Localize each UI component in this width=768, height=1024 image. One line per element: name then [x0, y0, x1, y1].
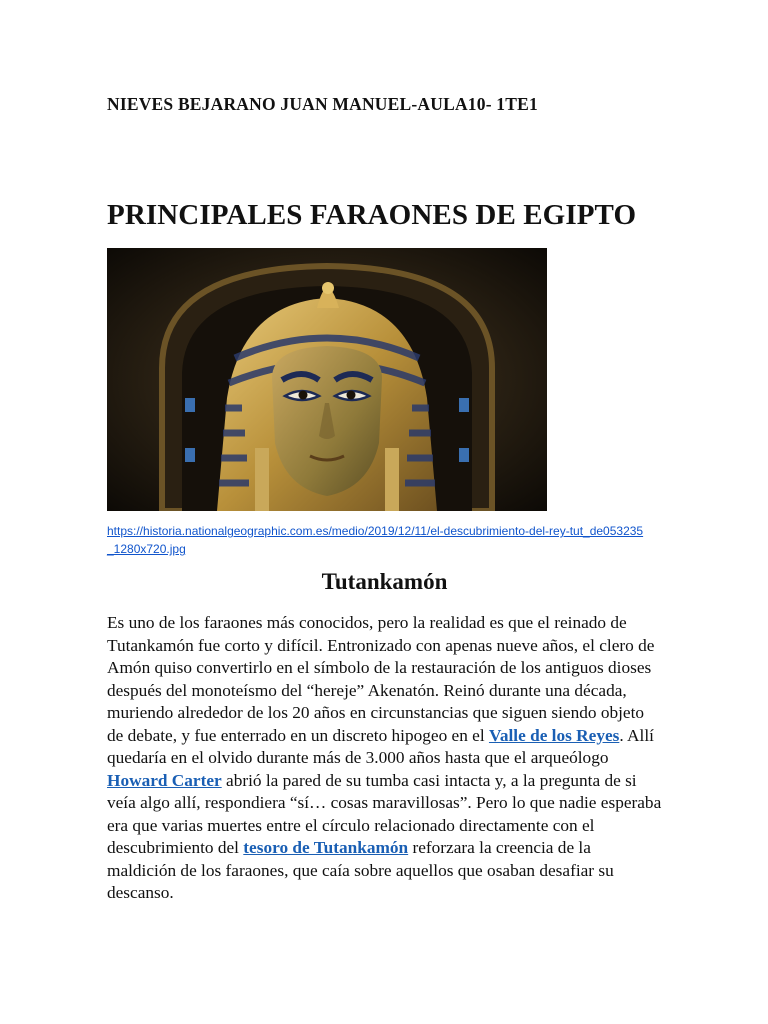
section-title-tutankamon: Tutankamón — [321, 569, 448, 594]
image-source-link[interactable]: https://historia.nationalgeographic.com.es/medio/2019/12/11/el-descubrimiento-del-rey-tut_de053235_1280x720.jpg — [107, 524, 644, 556]
body-paragraph — [107, 612, 662, 905]
golden-mask-image — [107, 248, 547, 511]
main-title: PRINCIPALES FARAONES DE EGIPTO — [107, 199, 637, 231]
body-text-part-2: . Allí quedaría en el olvido durante más de 3.000 años hasta que el arqueólogo — [107, 725, 654, 767]
body-text-part-3: abrió la pared de su tumba casi intacta y, a la pregunta de si veía algo allí, respondiera “sí… cosas maravillosas”. Pero lo que nadie esperaba era que varias muertes entre el círculo relacionado directamente con el descubrimiento del — [107, 770, 662, 857]
link-tesoro-de-tutankamon[interactable]: tesoro de Tutankamón — [243, 838, 409, 857]
body-text-part-4: reforzara la creencia de la maldición de los faraones, que caía sobre aquellos que osaban desafiar su descanso. — [107, 838, 614, 902]
link-howard-carter[interactable]: Howard Carter — [107, 770, 222, 790]
body-text-part-1: Es uno de los faraones más conocidos, pero la realidad es que el reinado de Tutankamón fue corto y difícil. Entronizado con apenas nueve años, el clero de Amón quiso convertirlo en el símbolo de la restauración de los antiguos dioses después del monoteísmo del “hereje” Akenatón. Reinó durante una década, muriendo alrededor de los 20 años en circunstancias que siguen siendo objeto de debate, y fue enterrado en un discreto hipogeo en el — [107, 613, 655, 745]
author-line: NIEVES BEJARANO JUAN MANUEL-AULA10- 1TE1 — [107, 94, 538, 114]
link-valle-de-los-reyes[interactable]: Valle de los Reyes — [488, 725, 620, 745]
